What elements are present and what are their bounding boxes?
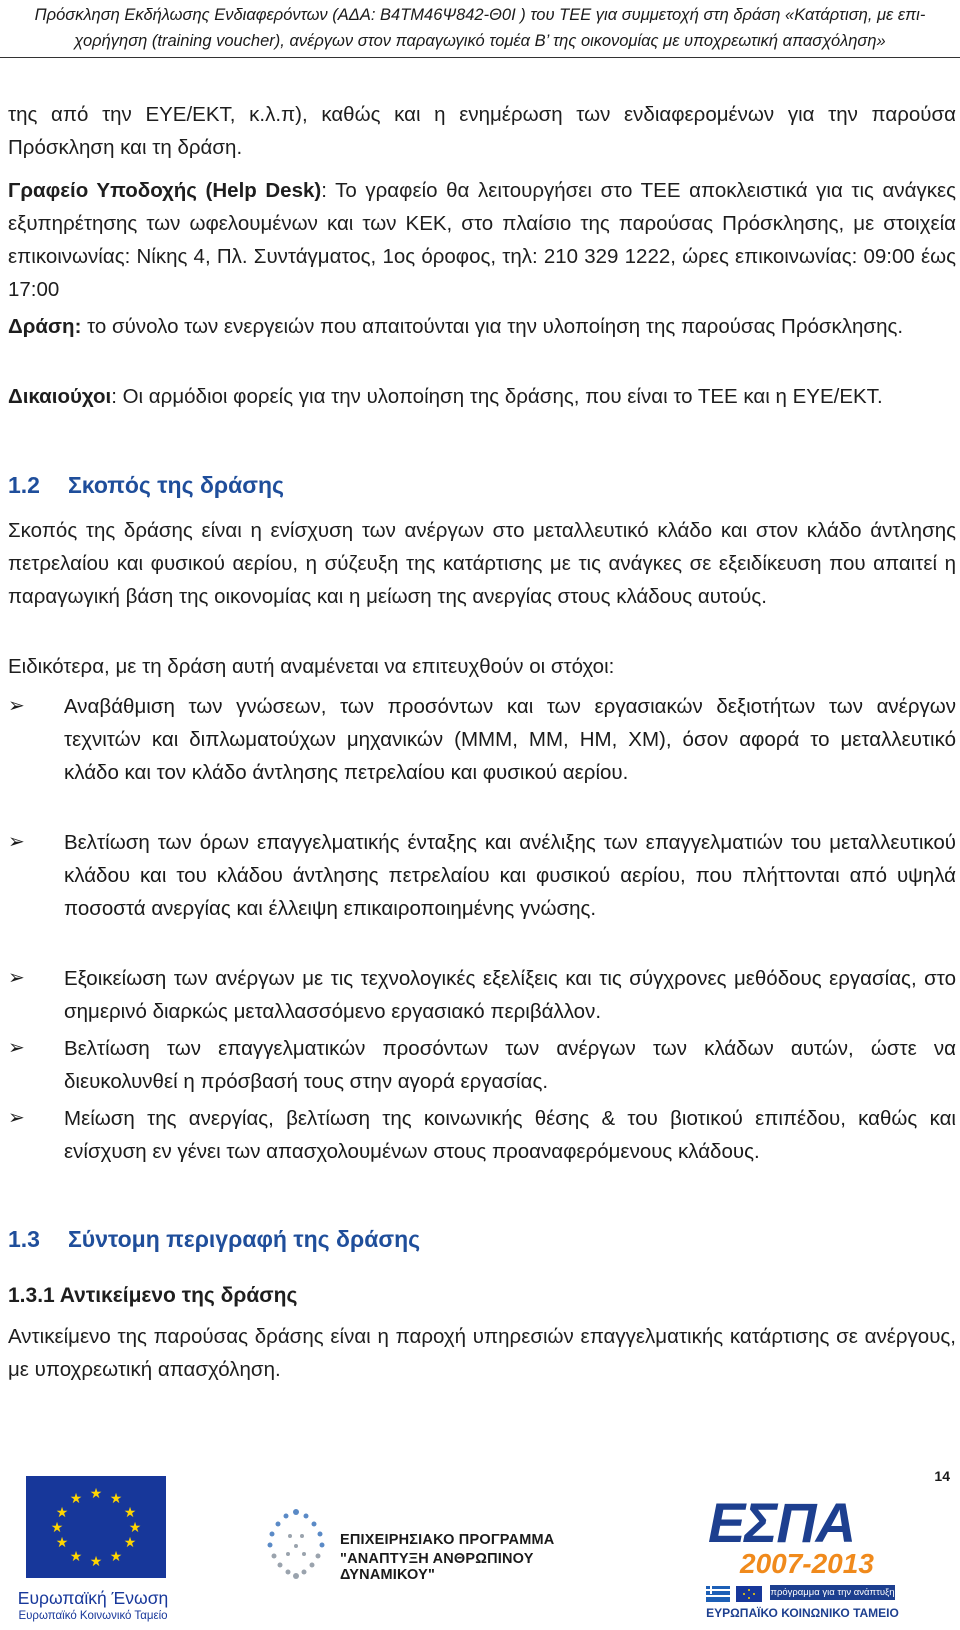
objective-text: Μείωση της ανεργίας, βελτίωση της κοινωνικής θέσης & του βιοτικού επιπέδου, καθώς και ενίσχυση εν γένει των απασχολουμένων στους προαναφερόμενους κλάδους. [64, 1107, 956, 1163]
arrow-bullet-icon: ➢ [8, 831, 25, 853]
objectives-lead [8, 650, 956, 683]
programme-title-line-1: ΕΠΙΧΕΙΡΗΣΙΑΚΟ ΠΡΟΓΡΑΜΜΑ [340, 1532, 555, 1548]
espa-tagline: πρόγραμμα για την ανάπτυξη [770, 1587, 895, 1598]
svg-text:★: ★ [128, 1520, 142, 1536]
subsection-number: 1.3.1 [8, 1284, 55, 1307]
subsection-title: Αντικείμενο της δράσης [59, 1284, 298, 1307]
objective-text: Βελτίωση των όρων επαγγελματικής ένταξης και ανέλιξης των επαγγελματιών του μεταλλευτικού κλάδου και του κλάδου άντλησης πετρελαίου και φυσικού αερίου, που πλήττονται από υψηλά ποσοστά ανεργίας και έλλειψη επικαιροποιημένης γνώσης. [64, 831, 956, 920]
dikaiouxoi-term: Δικαιούχοι [8, 385, 112, 408]
svg-text:★: ★ [55, 1535, 69, 1551]
helpdesk-text: : Το γραφείο θα λειτουργήσει στο ΤΕΕ αποκλειστικά για τις ανάγκες εξυπηρέτησης των ωφελουμένων και των ΚΕΚ, στο πλαίσιο της παρούσας Πρόσκλησης, με στοιχεία επικοινωνίας: Νίκης 4, Πλ. Συντάγματος, 1ος όροφος, τηλ: 210 329 1222, ώρες επικοινωνίας: 09:00 έως 17:00 [8, 179, 956, 301]
espa-logo [700, 1490, 905, 1624]
section-number: 1.3 [8, 1226, 40, 1252]
objective-item-5 [8, 1102, 956, 1168]
eu-flag-icon [26, 1476, 166, 1578]
programme-title-line-2: "ΑΝΑΠΤΥΞΗ ΑΝΘΡΩΠΙΝΟΥ ΔΥΝΑΜΙΚΟΥ" [340, 1551, 534, 1583]
intro-text: της από την ΕΥΕ/ΕΚΤ, κ.λ.π), καθώς και η ενημέρωση των ενδιαφερομένων για την παρούσα Πρόσκληση και τη δράση. [8, 103, 956, 159]
helpdesk-term: Γραφείο Υποδοχής (Help Desk) [8, 179, 322, 202]
objective-text: Εξοικείωση των ανέργων με τις τεχνολογικές εξελίξεις και τις σύγχρονες μεθόδους εργασίας, στο σημερινό διαρκώς μεταλλασσόμενο εργασιακό περιβάλλον. [64, 967, 956, 1023]
svg-text:★: ★ [123, 1505, 137, 1521]
svg-text:★: ★ [69, 1491, 83, 1507]
drasi-paragraph [8, 310, 956, 343]
objective-item-4 [8, 1032, 956, 1098]
page-header [0, 2, 960, 58]
helpdesk-paragraph [8, 174, 956, 306]
objective-text: Αναβάθμιση των γνώσεων, των προσόντων και των εργασιακών δεξιοτήτων των ανέργων τεχνιτών και διπλωματούχων μηχανικών (ΜΜΜ, ΜΜ, ΗΜ, ΧΜ), όσον αφορά το μεταλλευτικό κλάδο και τον κλάδο άντλησης πετρελαίου και φυσικού αερίου. [64, 695, 956, 784]
subject-text: Αντικείμενο της παρούσας δράσης είναι η παροχή υπηρεσιών επαγγελματικής κατάρτισης σε ανέργους, με υποχρεωτική απασχόληση. [8, 1325, 956, 1381]
svg-text:★: ★ [109, 1549, 123, 1565]
section-title: Σκοπός της δράσης [68, 472, 285, 498]
arrow-bullet-icon: ➢ [8, 967, 25, 989]
svg-text:★: ★ [123, 1535, 137, 1551]
eu-name: Ευρωπαϊκή Ένωση [17, 1588, 169, 1608]
eu-fund-name: Ευρωπαϊκό Κοινωνικό Ταμείο [18, 1610, 168, 1622]
header-line-1: Πρόσκληση Εκδήλωσης Ενδιαφερόντων (ΑΔΑ: Β4ΤΜ46Ψ842-Θ0Ι ) του ΤΕΕ για συμμετοχή στη δράση «Κατάρτιση, με επι- [34, 6, 926, 24]
page-number: 14 [934, 1468, 950, 1484]
espa-wordmark: ΕΣΠΑ [708, 1491, 856, 1554]
header-line-2: χορήγηση (training voucher), ανέργων στον παραγωγικό τομέα Β’ της οικονομίας με υποχρεωτική απασχόληση» [74, 32, 886, 50]
svg-text:★: ★ [69, 1549, 83, 1565]
svg-text:★: ★ [89, 1554, 103, 1570]
greek-flag-icon [706, 1586, 766, 1602]
arrow-bullet-icon: ➢ [8, 1037, 25, 1059]
drasi-text: το σύνολο των ενεργειών που απαιτούνται για την υλοποίηση της παρούσας Πρόσκλησης. [81, 315, 904, 338]
svg-text:★: ★ [50, 1520, 64, 1536]
dotted-emblem-icon [260, 1504, 332, 1584]
svg-text:★: ★ [89, 1486, 103, 1502]
section-1-2-heading [8, 472, 284, 499]
espa-fund-name: ΕΥΡΩΠΑΪΚΟ ΚΟΙΝΩΝΙΚΟ ΤΑΜΕΙΟ [706, 1606, 899, 1620]
objective-item-3 [8, 962, 956, 1028]
dikaiouxoi-paragraph [8, 380, 956, 413]
eu-stars-icon [26, 1476, 166, 1578]
dikaiouxoi-text: : Οι αρμόδιοι φορείς για την υλοποίηση της δράσης, που είναι το ΤΕΕ και η ΕΥΕ/ΕΚΤ. [111, 385, 883, 408]
espa-years: 2007-2013 [740, 1548, 874, 1579]
arrow-bullet-icon: ➢ [8, 1107, 25, 1129]
objectives-lead-text: Ειδικότερα, με τη δράση αυτή αναμένεται να επιτευχθούν οι στόχοι: [8, 655, 615, 678]
drasi-term: Δράση: [8, 315, 82, 338]
section-1-3-heading [8, 1226, 420, 1253]
intro-paragraph [8, 98, 956, 164]
operational-programme-logo [260, 1500, 620, 1590]
section-number: 1.2 [8, 472, 40, 498]
objective-text: Βελτίωση των επαγγελματικών προσόντων των ανέργων των κλάδων αυτών, ώστε να διευκολυνθεί η πρόσβασή τους στην αγορά εργασίας. [64, 1037, 956, 1093]
svg-text:★: ★ [109, 1491, 123, 1507]
arrow-bullet-icon: ➢ [8, 695, 25, 717]
purpose-text: Σκοπός της δράσης είναι η ενίσχυση των ανέργων στο μεταλλευτικό κλάδο και στον κλάδο άντλησης πετρελαίου και φυσικού αερίου, η σύζευξη της κατάρτισης με τις ανάγκες σε εξειδίκευση που απαιτεί η παραγωγική βάση της οικονομίας και η μείωση της ανεργίας στους κλάδους αυτούς. [8, 519, 956, 608]
section-1-3-1-text [8, 1320, 956, 1386]
svg-text:★: ★ [55, 1505, 69, 1521]
section-title: Σύντομη περιγραφή της δράσης [68, 1226, 421, 1252]
objective-item-1 [8, 690, 956, 789]
section-1-3-1-heading [8, 1284, 297, 1308]
objective-item-2 [8, 826, 956, 925]
section-1-2-text [8, 514, 956, 613]
eu-logo [8, 1476, 178, 1624]
